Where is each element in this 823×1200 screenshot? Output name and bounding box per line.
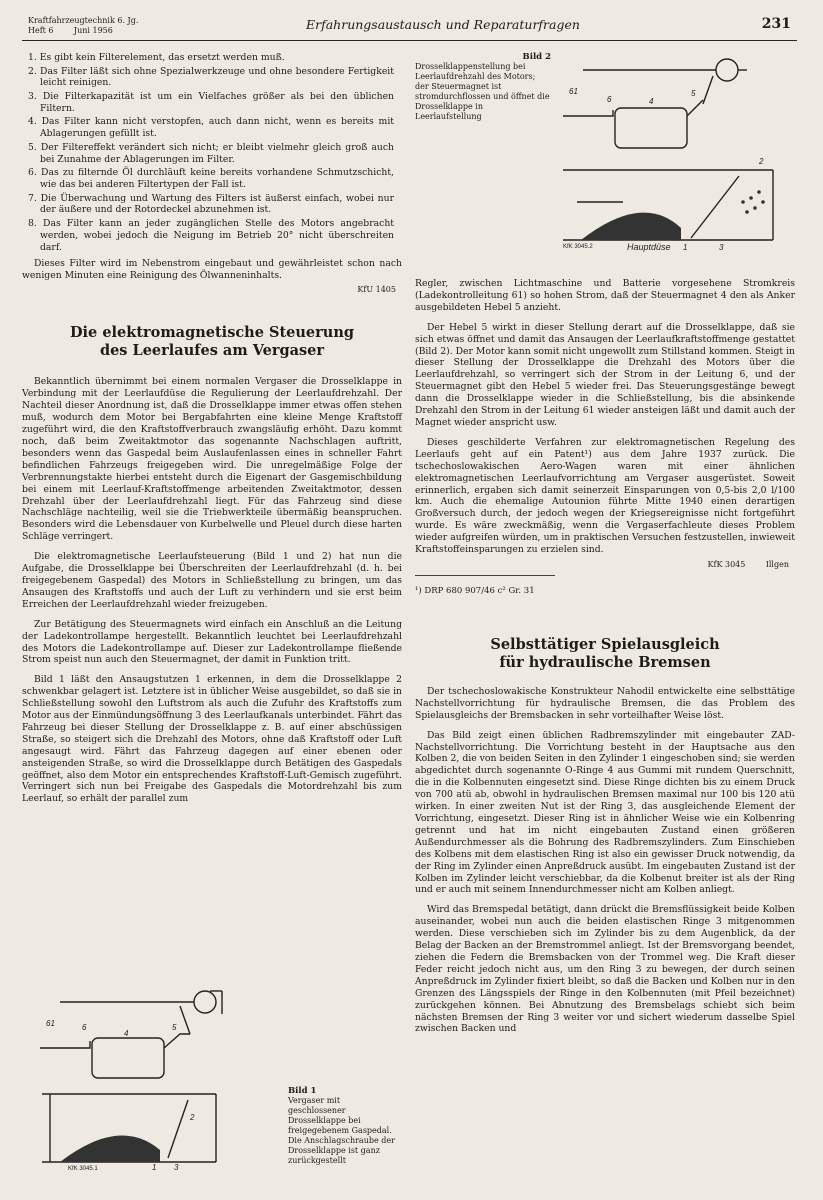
filter-closing: Dieses Filter wird im Nebenstrom eingebaut und gewährleistet schon nach wenigen Minuten eine Reinigung des Ölwanneninhalts.: [22, 257, 402, 281]
figure-2-title: Bild 2: [522, 52, 551, 62]
label-3: 3: [719, 243, 724, 252]
figure-1: [40, 986, 402, 1186]
journal-line-2: Heft 6 Juni 1956: [28, 26, 113, 35]
label-61: 61: [46, 1019, 55, 1028]
label-3: 3: [174, 1163, 179, 1172]
list-item: 8. Das Filter kann an jeder zugänglichen Stelle des Motors angebracht werden, wobei jedoch die Neigung im Betrieb 20° nicht überschreiten darf.: [28, 217, 394, 253]
journal-info: [28, 16, 138, 36]
article1-signature: KfK 3045 Illgen: [707, 559, 789, 569]
label-1: 1: [683, 243, 688, 252]
page-header: [22, 14, 797, 41]
throttle-plate: [168, 1100, 188, 1158]
article1-paragraph: Dieses geschilderte Verfahren zur elektromagnetischen Regelung des Leerlaufs geht auf ein Patent¹) aus dem Jahre 1937 zurück. Die tschechoslowakischen Aero-Wagen waren mit einer ähnlichen elektromagnetischen Leerlaufvorrichtung am Vergaser ausgerüstet. Soweit erinnerlich, ergaben sich damit seinerzeit Einsparungen von 0,5-bis 2,0 l/100 km. Auch die ehemalige Autounion führte Mitte 1940 einen derartigen Großversuch durch, der jedoch wegen der Kriegsereignisse nicht fortgeführt wurde. Es wäre zweckmäßig, wenn die Vergaserfachleute dieses Problem wieder aufgreifen würden, um in praktischen Versuchen festzustellen, inwieweit Kraftstoffeinsparungen zu erzielen sind.: [415, 436, 795, 556]
filter-signature: KfU 1405: [357, 285, 396, 295]
label-2: 2: [190, 1113, 195, 1122]
right-column: [415, 46, 795, 1035]
article1-paragraph: Bekanntlich übernimmt bei einem normalen Vergaser die Drosselklappe in Verbindung mit der Leerlaufdüse die Regulierung der Leerlaufdrehzahl. Der Nachteil dieser Anordnung ist, daß die Drosselklappe immer etwas offen stehen muß, wodurch dem Motor bei Bergabfahrten eine kleine Menge Kraftstoff zugeführt wird, die den Kraftstoffverbrauch zwangsläufig erhöht. Dazu kommt noch, daß beim Zweitaktmotor das sogenannte Nachschlagen auftritt, besonders wenn das Gaspedal beim Auslaufenlassen eines in schneller Fahrt befindlichen Fahrzeugs freigegeben wird. Die unregelmäßige Folge der Verbrennungstakte hierbei entsteht durch die Eigenart der Gasgemischbildung bei einem mit Leerlauf-Kraftstoffmenge arbeitenden Zweitaktmotor, dessen Drehzahl über der Leerlaufdrehzahl liegt. Für das Fahrzeug sind diese Nachschläge nachteilig, weil sie die Triebwerkteile übermäßig beanspruchen. Besonders wird die Lebensdauer von Kurbelwelle und Pleuel durch diese harten Schläge verringert.: [22, 376, 402, 543]
solenoid: [92, 1038, 164, 1078]
list-item: 3. Die Filterkapazität ist um ein Vielfaches größer als bei den üblichen Filtern.: [28, 90, 394, 114]
label-1: 1: [152, 1163, 157, 1172]
article2-paragraph: Das Bild zeigt einen üblichen Radbremszylinder mit eingebauter ZAD-Nachstellvorrichtung. Die Vorrichtung besteht in der Hauptsache aus den Kolben 2, die von beiden Seiten in den Zylinder 1 eingeschoben sind; sie werden abgedichtet durch sogenannte O-Ringe 4 aus Gummi mit rundem Querschnitt, die in die Kolbennuten eingesetzt sind. Diese Ringe dichten bis zu einem Druck von 700 atü ab, obwohl in hydraulischen Bremsen maximal nur 100 bis 120 atü wirken. In einer zweiten Nut ist der Ring 3, das ausgleichende Element der Vorrichtung, eingesetzt. Dieser Ring ist in ähnlicher Weise wie ein Kolbenring getrennt und hat im nicht eingebauten Zustand einen größeren Außendurchmesser als die Bohrung des Radbremszylinders. Zum Einschieben des Kolbens mit dem elastischen Ring ist also ein gewisser Druck notwendig, da der Ring im Zylinder einen Anpreßdruck ausübt. Im eingebauten Zustand ist der Kolben im Zylinder leicht verschiebbar, da die Kolbenut breiter ist als der Ring und er auch mit seinem Innendurchmesser nicht am Kolben anliegt.: [415, 729, 795, 896]
article1-paragraph: Zur Betätigung des Steuermagnets wird einfach ein Anschluß an die Leitung der Ladekontrollampe hergestellt. Bekanntlich leuchtet bei Leerlaufdrehzahl des Motors die Ladekontrollampe auf. Dieser zur Ladekontrollampe fließende Strom speist nun auch den Steuermagnet, der damit in Funktion tritt.: [22, 618, 402, 666]
label-5: 5: [172, 1023, 177, 1032]
list-item: 2. Das Filter läßt sich ohne Spezialwerkzeuge und ohne besondere Fertigkeit leicht reinigen.: [28, 65, 394, 89]
pivot-wheel: [194, 991, 216, 1013]
nozzle-label: Hauptdüse: [627, 242, 671, 252]
figure-2-caption: Drosselklappenstellung bei Leerlaufdrehzahl des Motors; der Steuermagnet ist stromdurchflossen und öffnet die Drosselklappe in Leerlaufstellung: [415, 62, 550, 121]
figure1-ref: KfK 3045.1: [68, 1166, 98, 1172]
article1-paragraph: Die elektromagnetische Leerlaufsteuerung (Bild 1 und 2) hat nun die Aufgabe, die Drosselklappe bei Überschreiten der Leerlaufdrehzahl (d. h. bei freigegebenem Gaspedal) des Motors in Schließstellung zu bringen, um das Ansaugen des Kraftstoffs und auch der Luft zu verhindern und sie erst beim Erreichen der Leerlaufdrehzahl wieder freizugeben.: [22, 551, 402, 610]
label-6: 6: [82, 1023, 87, 1032]
figure-2-diagram: [563, 52, 787, 252]
section-title: Erfahrungsaustausch und Reparaturfragen: [306, 17, 580, 32]
left-column: [22, 46, 402, 1172]
figure2-ref: KfK 3045.2: [563, 244, 593, 250]
figure-1-title: Bild 1: [288, 1086, 317, 1096]
list-item: 1. Es gibt kein Filterelement, das ersetzt werden muß.: [28, 52, 285, 63]
figure-1-diagram: [40, 986, 270, 1172]
article2-title-line2: für hydraulische Bremsen: [499, 653, 711, 671]
article1-paragraph: Der Hebel 5 wirkt in dieser Stellung derart auf die Drosselklappe, daß sie sich etwas öffnet und damit das Ansaugen der Leerlaufkraftstoffmenge gestattet (Bild 2). Der Motor kann somit nicht ungewollt zum Stillstand kommen. Steigt in dieser Stellung der Drosselklappe die Drehzahl des Motors über die Leerlaufdrehzahl, so verringert sich der Strom in der Leitung 6, und der Steuermagnet gibt den Hebel 5 wieder frei. Das Steuerungsgestänge bewegt dann die Drosselklappe wieder in die Schließstellung, bis die absinkende Drehzahl den Strom in der Leitung 61 wieder ansteigen läßt und damit auch der Magnet wieder anspricht usw.: [415, 321, 795, 428]
article2-paragraph: Wird das Bremspedal betätigt, dann drückt die Bremsflüssigkeit beide Kolben auseinander, wobei nun auch die beiden elastischen Ringe 3 mitgenommen werden. Diese verschieben sich im Zylinder bis zu dem Augenblick, da der Belag der Backen an der Bremstrommel anliegt. Ist der Bremsvorgang beendet, ziehen die Federn die Bremsbacken von der Trommel weg. Die Kraft dieser Feder reicht jedoch nicht aus, um den Ring 3 zu bewegen, der durch seinen Anpreßdruck im Zylinder fixiert bleibt, so daß die Backen und Kolben nur in den Grenzen des Längsspiels der Ringe in den Kolbennuten (mit Pfeil bezeichnet) zurückgehen können. Bei Abnutzung des Bremsbelags schiebt sich beim nächsten Bremsen der Ring 3 weiter vor und sichert wiederum dasselbe Spiel zwischen Backen und: [415, 904, 795, 1035]
label-61: 61: [569, 87, 578, 96]
footnote: ¹) DRP 680 907/46 c² Gr. 31: [415, 575, 555, 596]
article1-title-line2: des Leerlaufes am Vergaser: [99, 342, 325, 360]
journal-line-1: Kraftfahrzeugtechnik 6. Jg.: [28, 16, 139, 25]
label-2: 2: [759, 157, 764, 166]
list-item: 4. Das Filter kann nicht verstopfen, auch dann nicht, wenn es bereits mit Ablagerungen gefüllt ist.: [28, 116, 394, 140]
filter-advantages-list: [22, 52, 402, 254]
label-6: 6: [607, 95, 612, 104]
label-4: 4: [649, 97, 654, 106]
page-number: 231: [761, 16, 791, 32]
label-4: 4: [124, 1029, 129, 1038]
article2-title-line1: Selbsttätiger Spielausgleich: [490, 635, 720, 653]
throttle-plate: [691, 176, 739, 238]
article2-paragraph: Der tschechoslowakische Konstrukteur Nahodil entwickelte eine selbsttätige Nachstellvorrichtung für hydraulische Bremsen, die das Problem des Spielausgleichs der Bremsbacken in sehr vorteilhafter Weise löst.: [415, 685, 795, 721]
article1-title-line1: Die elektromagnetische Steuerung: [69, 324, 355, 342]
article1-paragraph: Bild 1 läßt den Ansaugstutzen 1 erkennen, in dem die Drosselklappe 2 schwenkbar gelagert ist. Letztere ist in üblicher Weise ausgebildet, so daß sie in Schließstellung sowohl den Luftstrom als auch die Zufuhr des Kraftstoffs zum Motor aus der Einmündungsöffnung 3 des Leerlaufkanals unterbindet. Fährt das Fahrzeug bei dieser Stellung der Drosselklappe z. B. auf einer abschüssigen Straße, so steigert sich die Drehzahl des Motors, ohne daß Kraftstoff oder Luft angesaugt wird. Fährt das Fahrzeug dagegen auf einer ebenen oder ansteigenden Straße, so wird die Drosselklappe durch Betätigen des Gaspedals geöffnet, also dem Motor ein entsprechendes Kraftstoff-Luft-Gemisch zugeführt. Verringert sich nun bei Freigabe des Gaspedals die Motordrehzahl bis zum Leerlauf, so erhält der parallel zum: [22, 674, 402, 805]
article1-continuation: Regler, zwischen Lichtmaschine und Batterie vorgesehene Stromkreis (Ladekontrolleitung 61) so hohen Strom, daß der Steuermagnet 4 den als Anker ausgebildeten Hebel 5 anzieht.: [415, 278, 795, 313]
list-item: 7. Die Überwachung und Wartung des Filters ist äußerst einfach, wobei nur der äußere und der Rotordeckel abzunehmen ist.: [28, 192, 394, 216]
solenoid: [615, 108, 687, 148]
label-5: 5: [691, 89, 696, 98]
list-item: 6. Das zu filternde Öl durchläuft keine bereits vorhandene Schmutzschicht, wie das bei anderen Filtertypen der Fall ist.: [28, 167, 394, 191]
figure-2: [415, 46, 795, 268]
list-item: 5. Der Filtereffekt verändert sich nicht; er bleibt vielmehr gleich groß auch bei Zunahme der Ablagerungen im Filter.: [28, 141, 394, 165]
figure-1-caption: Vergaser mit geschlossener Drosselklappe bei freigegebenem Gaspedal. Die Anschlagschraube der Drosselklappe ist ganz zurückgestellt: [288, 1096, 395, 1165]
